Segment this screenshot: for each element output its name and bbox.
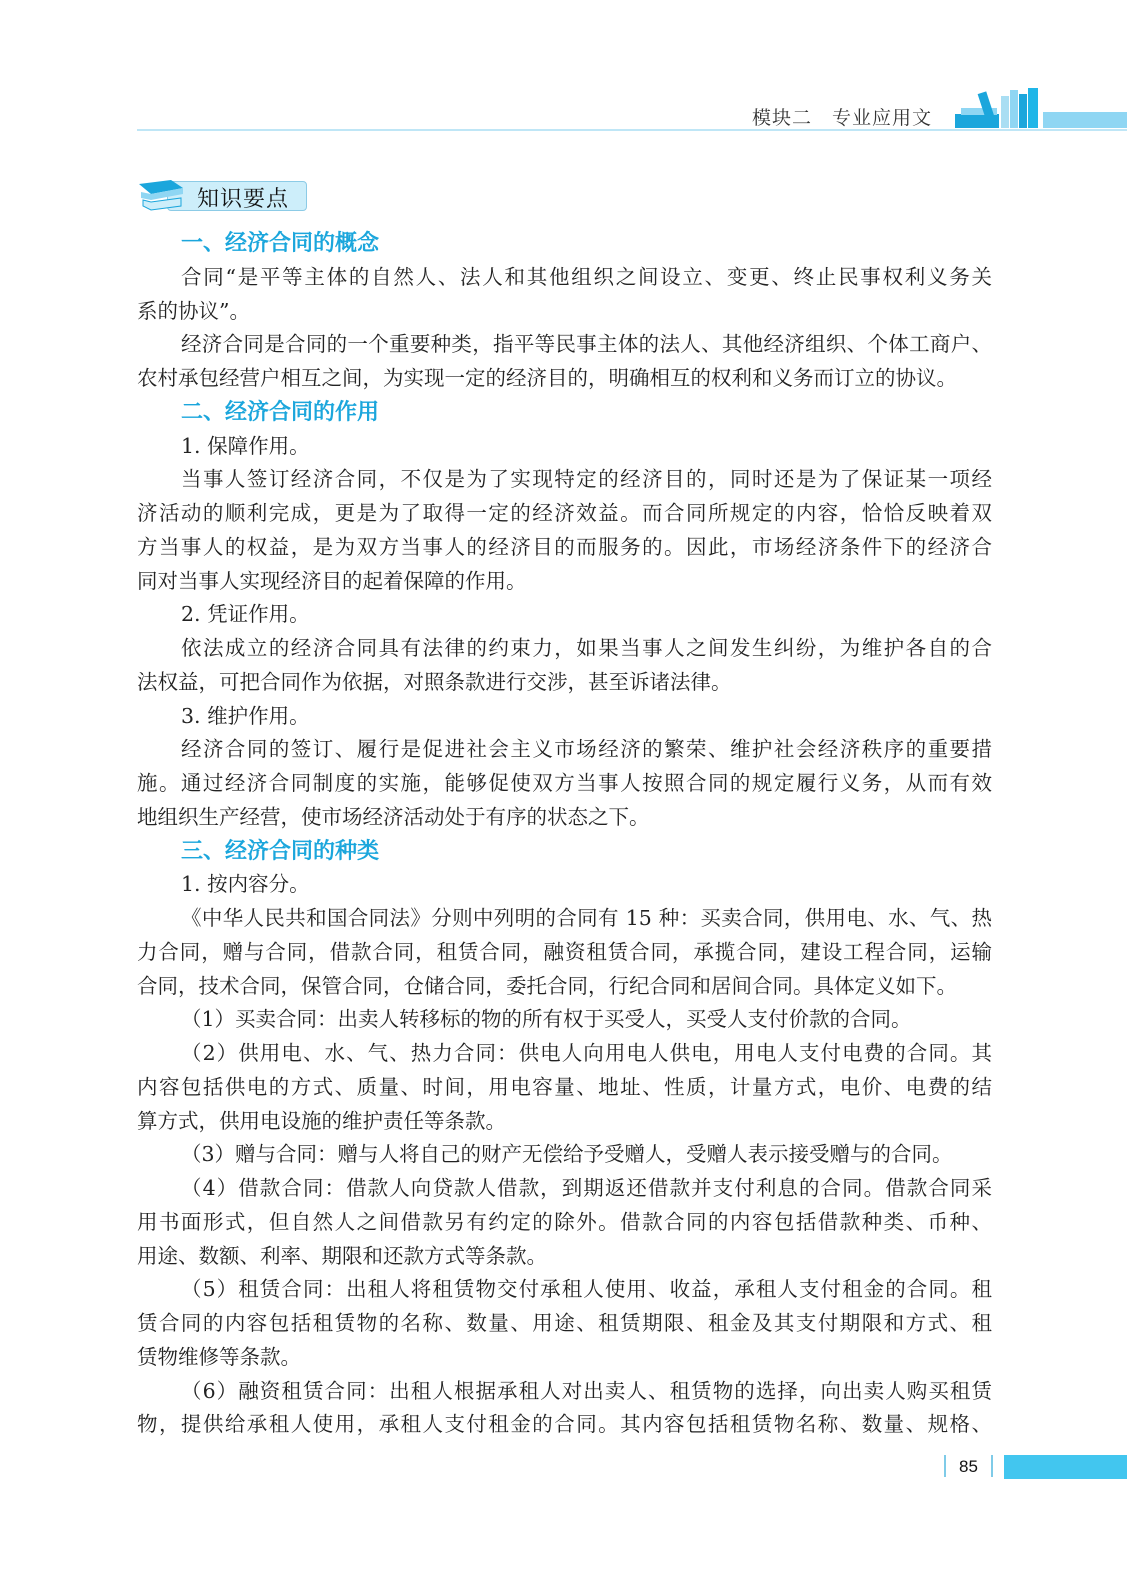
text-line: （5）租赁合同：出租人将租赁物交付承租人使用、收益，承租人支付租金的合同。租 [181,1277,992,1302]
text-line: 2. 凭证作用。 [181,602,310,627]
text-line: （2）供用电、水、气、热力合同：供电人向用电人供电，用电人支付电费的合同。其 [181,1041,992,1065]
text-line: 施。通过经济合同制度的实施，能够促使双方当事人按照合同的规定履行义务，从而有效 [137,771,992,795]
text-line: 当事人签订经济合同，不仅是为了实现特定的经济目的，同时还是为了保证某一项经 [181,467,992,492]
heading-text: 三、经济合同的种类 [181,838,380,864]
text-line: 合同，技术合同，保管合同，仓储合同，委托合同，行纪合同和居间合同。具体定义如下。 [137,973,957,998]
paragraph [137,1375,992,1443]
paragraph [137,868,992,902]
paragraph [137,700,992,734]
paragraph [137,463,992,598]
page-number: 85 [959,1457,978,1476]
knowledge-points-badge [137,178,307,210]
footer-accent-bar [1004,1455,1127,1479]
text-line: 力合同，赠与合同，借款合同，租赁合同，融资租赁合同，承揽合同，建设工程合同，运输 [137,939,992,964]
book-stack-icon [137,178,187,212]
section-heading [137,835,992,869]
heading-text: 一、经济合同的概念 [181,231,380,256]
paragraph [137,1037,992,1138]
text-line: 《中华人民共和国合同法》分则中列明的合同有 15 种：买卖合同，供用电、水、气、热 [181,906,992,930]
text-line: 农村承包经营户相互之间，为实现一定的经济目的，明确相互的权利和义务而订立的协议。 [137,366,957,390]
text-line: 算方式，供用电设施的维护责任等条款。 [137,1108,506,1133]
text-line: 经济合同的签订、履行是促进社会主义市场经济的繁荣、维护社会经济秩序的重要措 [181,737,992,762]
text-line: （1）买卖合同：出卖人转移标的物的所有权于买受人，买受人支付价款的合同。 [181,1007,912,1032]
text-line: 内容包括供电的方式、质量、时间，用电容量、地址、性质，计量方式，电价、电费的结 [137,1074,992,1099]
text-line: 经济合同是合同的一个重要种类，指平等民事主体的法人、其他经济组织、个体工商户、 [181,332,992,357]
text-line: （4）借款合同：借款人向贷款人借款，到期返还借款并支付利息的合同。借款合同采 [181,1176,992,1200]
header-rule [137,129,1127,131]
heading-text: 二、经济合同的作用 [181,399,380,425]
text-line: 1. 保障作用。 [181,433,310,458]
text-line: 法权益，可把合同作为依据，对照条款进行交涉，甚至诉诸法律。 [137,669,732,694]
text-line: 物，提供给承租人使用，承租人支付租金的合同。其内容包括租赁物名称、数量、规格、 [137,1412,992,1437]
text-line: 方当事人的权益，是为双方当事人的经济目的而服务的。因此，市场经济条件下的经济合 [137,534,992,559]
section-heading [137,396,992,430]
text-line: 用书面形式，但自然人之间借款另有约定的除外。借款合同的内容包括借款种类、币种、 [137,1209,992,1234]
paragraph [137,632,992,700]
paragraph [137,1003,992,1037]
text-line: 济活动的顺利完成，更是为了取得一定的经济效益。而合同所规定的内容，恰恰反映着双 [137,501,992,525]
page-number-divider [991,1455,993,1477]
text-line: 同对当事人实现经济目的起着保障的作用。 [137,568,527,593]
text-line: 3. 维护作用。 [181,703,310,728]
paragraph [137,328,992,396]
running-header-title: 模块二 专业应用文 [752,107,933,129]
page-number-divider [944,1455,946,1477]
body-text [137,227,992,1442]
paragraph [137,1172,992,1273]
text-line: 赁物维修等条款。 [137,1344,301,1369]
text-line: （3）赠与合同：赠与人将自己的财产无偿给予受赠人，受赠人表示接受赠与的合同。 [181,1142,953,1167]
text-line: 地组织生产经营，使市场经济活动处于有序的状态之下。 [137,804,650,829]
text-line: 用途、数额、利率、期限和还款方式等条款。 [137,1243,547,1268]
badge-label: 知识要点 [197,187,290,212]
books-decoration-icon [953,86,1043,128]
section-heading [137,227,992,261]
paragraph [137,430,992,464]
text-line: 赁合同的内容包括租赁物的名称、数量、用途、租赁期限、租金及其支付期限和方式、租 [137,1311,992,1335]
text-line: 系的协议”。 [137,298,250,323]
text-line: 1. 按内容分。 [181,872,310,897]
paragraph [137,261,992,329]
text-line: 依法成立的经济合同具有法律的约束力，如果当事人之间发生纠纷，为维护各自的合 [181,636,992,660]
paragraph [137,733,992,834]
text-line: （6）融资租赁合同：出租人根据承租人对出卖人、租赁物的选择，向出卖人购买租赁 [181,1378,992,1403]
paragraph [137,902,992,1003]
paragraph [137,1138,992,1172]
text-line: 合同“是平等主体的自然人、法人和其他组织之间设立、变更、终止民事权利义务关 [181,264,992,289]
header-accent-bar [1043,112,1127,128]
paragraph [137,598,992,632]
paragraph [137,1273,992,1374]
